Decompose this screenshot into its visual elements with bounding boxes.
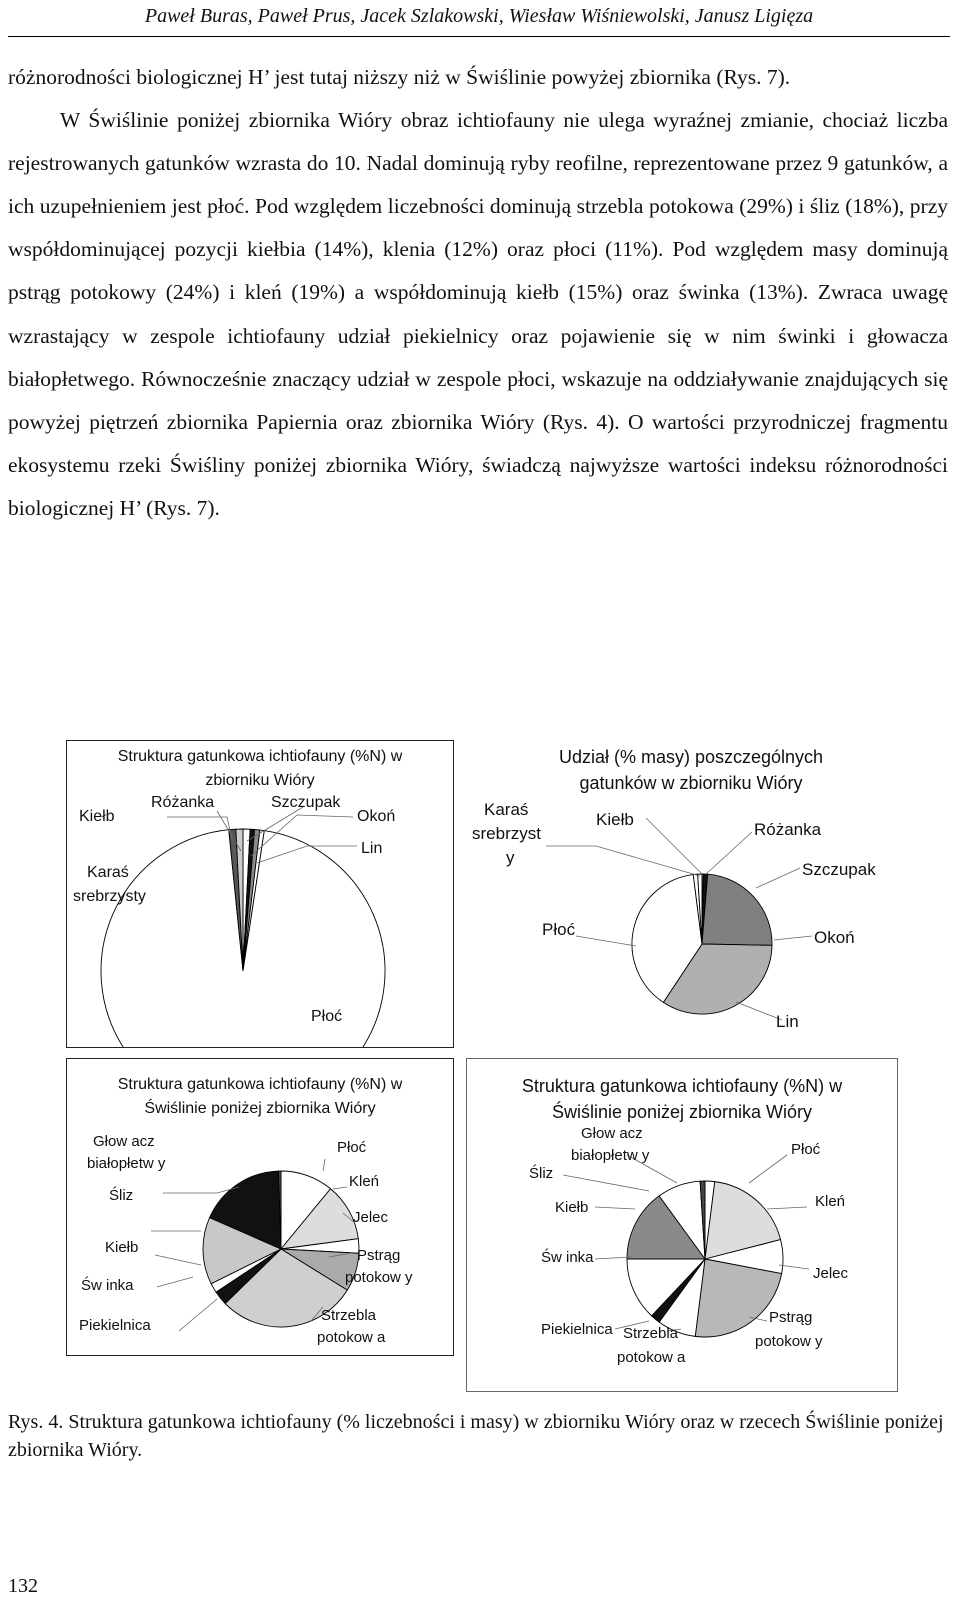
leader-kielb [595,1207,635,1209]
c1-label-karas-1: Karaś [87,864,129,881]
leader-ploc [323,1159,325,1171]
c1-label-ploc: Płoć [311,1008,343,1025]
figure-caption: Rys. 4. Struktura gatunkowa ichtiofauny (% liczebności i masy) w zbiorniku Wióry oraz w rzecech Świślinie poniżej zbiornika Wióry. [8,1411,944,1461]
paragraph-2: W Świślinie poniżej zbiornika Wióry obraz ichtiofauny nie ulega wyraźnej zmianie, chociaż liczba rejestrowanych gatunków wzrasta do 10. Nadal dominują ryby reofilne, reprezentowane przez 9 gatunków, a ich uzupełnieniem jest płoć. Pod względem liczebności dominują strzebla potokowa (29%) i śliz (18%), przy współdominującej pozycji kiełbia (14%), klenia (12%) oraz płoci (11%). Pod względem masy dominują pstrąg potokowy (24%) i kleń (19%) a współdominują kiełb (15%) oraz świnka (13%). Zwraca uwagę wzrastający w zespole ichtiofauny udział piekielnicy oraz pojawienie się w nim świnki i głowacza białopłetwego. Równocześnie znaczący udział w zespole płoci, wskazuje na oddziaływanie znajdujących się powyżej piętrzeń zbiornika Papiernia oraz zbiornika Wióry (Rys. 4). O wartości przyrodniczej fragmentu ekosystemu rzeki Świśliny poniżej zbiornika Wióry, świadczą najwyższe wartości indeksu różnorodności biologicznej H’ (Rys. 7). [8,108,948,520]
chart-4-pie [627,1181,783,1337]
paragraph-1: różnorodności biologicznej H’ jest tutaj niższy niż w Świślinie powyżej zbiornika (Rys. 7). [8,65,791,89]
leader-kielb [155,1255,201,1265]
c3-label-strzebla-1: Strzebla [321,1307,377,1324]
c3-label-pstrag-1: Pstrąg [357,1247,401,1264]
c2-label-ploc: Płoć [542,920,576,939]
c2-label-kielb: Kiełb [596,810,634,829]
leader-swinka [595,1257,631,1259]
leader-kielb [646,818,702,874]
leader-swinka [157,1277,193,1287]
leader-piekielnica [179,1299,217,1331]
pie-slice-okon [702,874,772,945]
c3-label-piekielnica: Piekielnica [79,1317,151,1334]
chart-3-pie [203,1171,359,1327]
c3-label-pstrag-2: potokow y [345,1269,413,1286]
c2-label-rozanka: Różanka [754,820,822,839]
c1-label-lin: Lin [361,840,383,857]
c1-label-szczupak: Szczupak [271,794,341,811]
chart-3-title-2: Świślinie poniżej zbiornika Wióry [144,1100,376,1117]
c3-label-strzebla-2: potokow a [317,1329,386,1346]
leader-klen [333,1187,347,1189]
c2-label-karas-2: srebrzyst [472,824,541,843]
leader-szczupak [756,868,800,888]
chart-2-box [466,740,896,1046]
leader-okon [774,936,812,940]
c4-label-klen: Kleń [815,1193,846,1210]
c4-label-swinka: Św inka [541,1249,594,1266]
c2-label-karas-1: Karaś [484,800,529,819]
chart-2-pie [632,874,772,1014]
c3-label-jelec: Jelec [353,1209,389,1226]
c2-label-okon: Okoń [814,928,855,947]
c4-label-kielb: Kiełb [555,1199,589,1216]
chart-1-title-2: zbiorniku Wióry [205,772,315,789]
leader-klen [767,1207,807,1209]
c3-label-glowacz-1: Głow acz [93,1133,155,1150]
c4-label-ploc: Płoć [791,1141,821,1158]
c1-label-karas-2: srebrzysty [73,888,146,905]
c3-label-glowacz-2: białopłetw y [87,1155,166,1172]
c1-label-rozanka: Różanka [151,794,215,811]
chart-3-title-1: Struktura gatunkowa ichtiofauny (%N) w [117,1076,403,1093]
c3-label-swinka: Św inka [81,1277,134,1294]
page-number: 132 [8,1575,38,1597]
chart-1-pie [101,829,385,1047]
leader-jelec [779,1265,809,1269]
c4-label-piekielnica: Piekielnica [541,1321,613,1338]
c1-label-okon: Okoń [357,808,396,825]
c4-label-pstrag-1: Pstrąg [769,1309,813,1326]
chart-1-title-1: Struktura gatunkowa ichtiofauny (%N) w [117,748,403,765]
c3-label-sliz: Śliz [109,1187,134,1204]
leader-ploc [576,936,636,946]
c4-label-strzebla-1: Strzebla [623,1325,679,1342]
chart-4-title-2: Świślinie poniżej zbiornika Wióry [551,1102,813,1122]
leader-sliz [563,1175,649,1191]
c2-label-lin: Lin [776,1012,799,1031]
chart-3-box [66,1058,454,1356]
chart-2-title-1: Udział (% masy) poszczególnych [558,747,824,767]
c4-label-strzebla-2: potokow a [617,1349,686,1366]
leader-rozanka [706,832,752,874]
chart-2-title-2: gatunków w zbiorniku Wióry [579,773,803,793]
c1-label-kielb: Kiełb [79,808,115,825]
c4-label-glowacz-2: białopłetw y [571,1147,650,1164]
c3-label-ploc: Płoć [337,1139,367,1156]
c4-label-jelec: Jelec [813,1265,849,1282]
c4-label-glowacz-1: Głow acz [581,1125,643,1142]
leader-ploc [749,1155,787,1183]
c2-label-karas-3: y [506,848,515,867]
c2-label-szczupak: Szczupak [802,860,876,879]
chart-1-box [66,740,454,1048]
chart-4-title-1: Struktura gatunkowa ichtiofauny (%N) w [521,1076,843,1096]
c3-label-klen: Kleń [349,1173,380,1190]
leader-karas [546,846,700,876]
body-text [8,56,948,530]
c4-label-sliz: Śliz [529,1165,554,1182]
chart-4-box [466,1058,898,1392]
c4-label-pstrag-2: potokow y [755,1333,823,1350]
c3-label-kielb: Kiełb [105,1239,139,1256]
running-header: Paweł Buras, Paweł Prus, Jacek Szlakowski, Wiesław Wiśniewolski, Janusz Ligięza [8,2,950,37]
